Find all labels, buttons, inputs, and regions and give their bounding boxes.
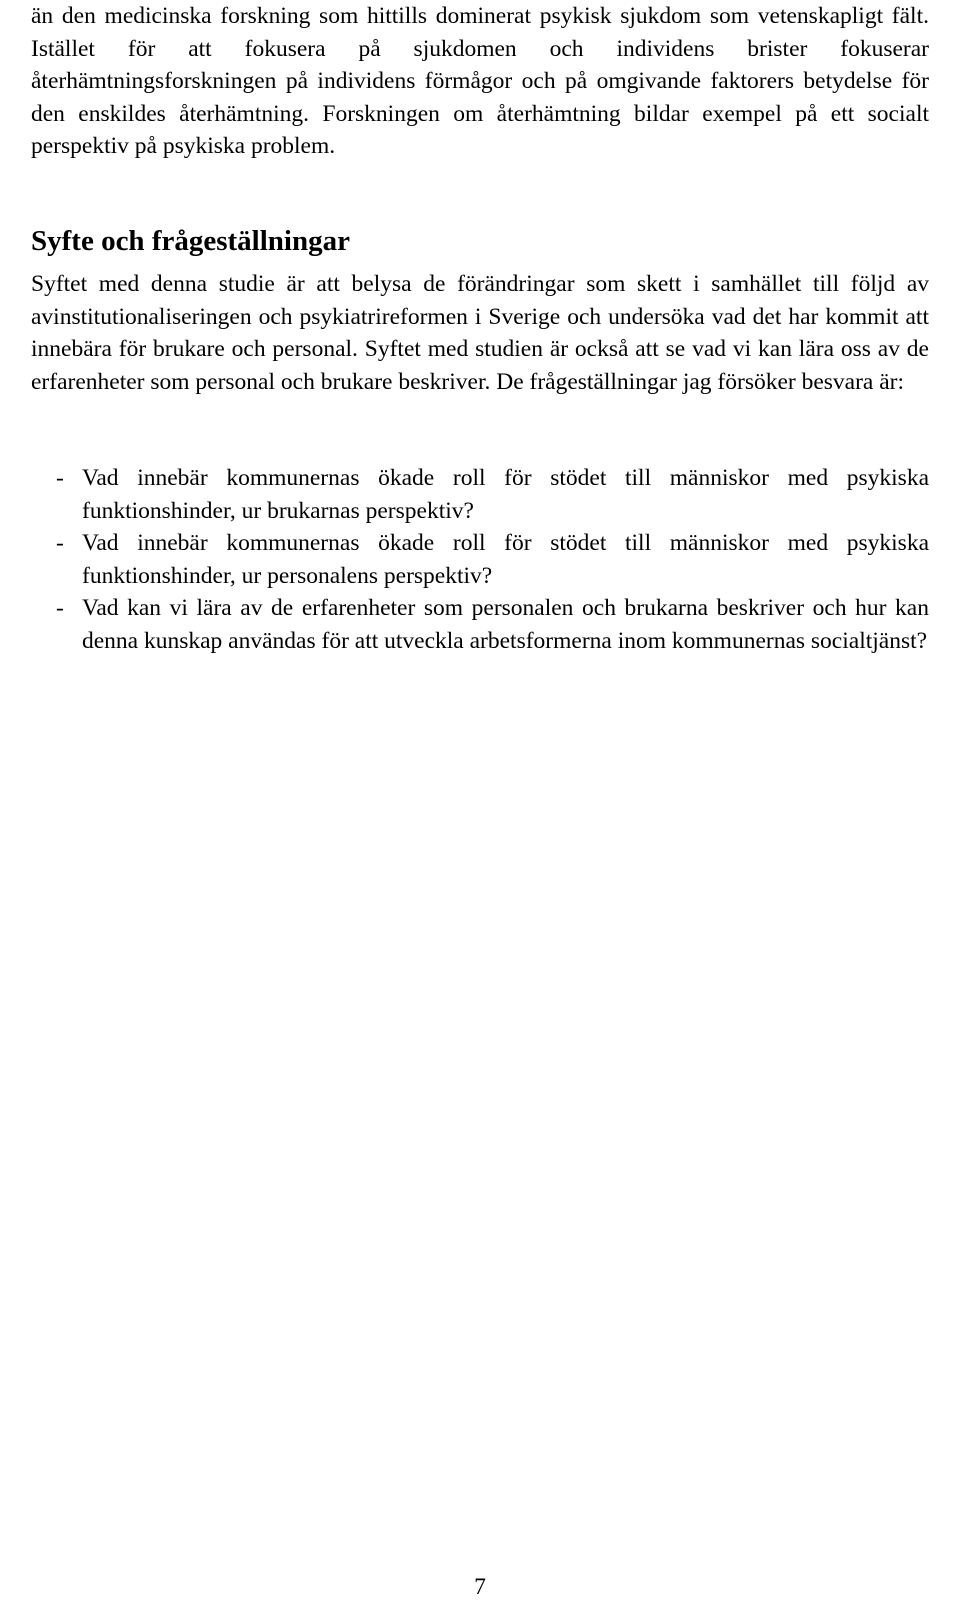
list-item <box>31 462 929 527</box>
research-questions-list <box>31 462 929 658</box>
page-number: 7 <box>474 1574 486 1600</box>
question-text: Vad innebär kommunernas ökade roll för stödet till människor med psykiska funktionshinder, ur personalens perspektiv? <box>82 530 929 589</box>
intro-paragraph: än den medicinska forskning som hittills dominerat psykisk sjukdom som vetenskapligt fält. Istället för att fokusera på sjukdomen och individens brister fokuserar återhämtningsforskningen på individens förmågor och på omgivande faktorers betydelse för den enskildes återhämtning. Forskningen om återhämtning bildar exempel på ett socialt perspektiv på psykiska problem. <box>31 3 929 160</box>
document-page <box>31 0 929 654</box>
purpose-paragraph: Syftet med denna studie är att belysa de förändringar som skett i samhället till följd av avinstitutionaliseringen och psykiatrireformen i Sverige och undersöka vad det har kommit att innebära för brukare och personal. Syftet med studien är också att se vad vi kan lära oss av de erfarenheter som personal och brukare beskriver. De frågeställningar jag försöker besvara är: <box>31 271 929 395</box>
list-item <box>31 592 929 657</box>
question-text: Vad innebär kommunernas ökade roll för stödet till människor med psykiska funktionshinder, ur brukarnas perspektiv? <box>82 465 929 524</box>
list-marker: - <box>56 530 64 557</box>
question-text: Vad kan vi lära av de erfarenheter som personalen och brukarna beskriver och hur kan denna kunskap användas för att utveckla arbetsformerna inom kommunernas socialtjänst? <box>82 595 929 654</box>
list-item <box>31 527 929 592</box>
list-marker: - <box>56 465 64 491</box>
list-marker: - <box>56 595 64 622</box>
section-heading: Syfte och frågeställningar <box>31 225 350 257</box>
